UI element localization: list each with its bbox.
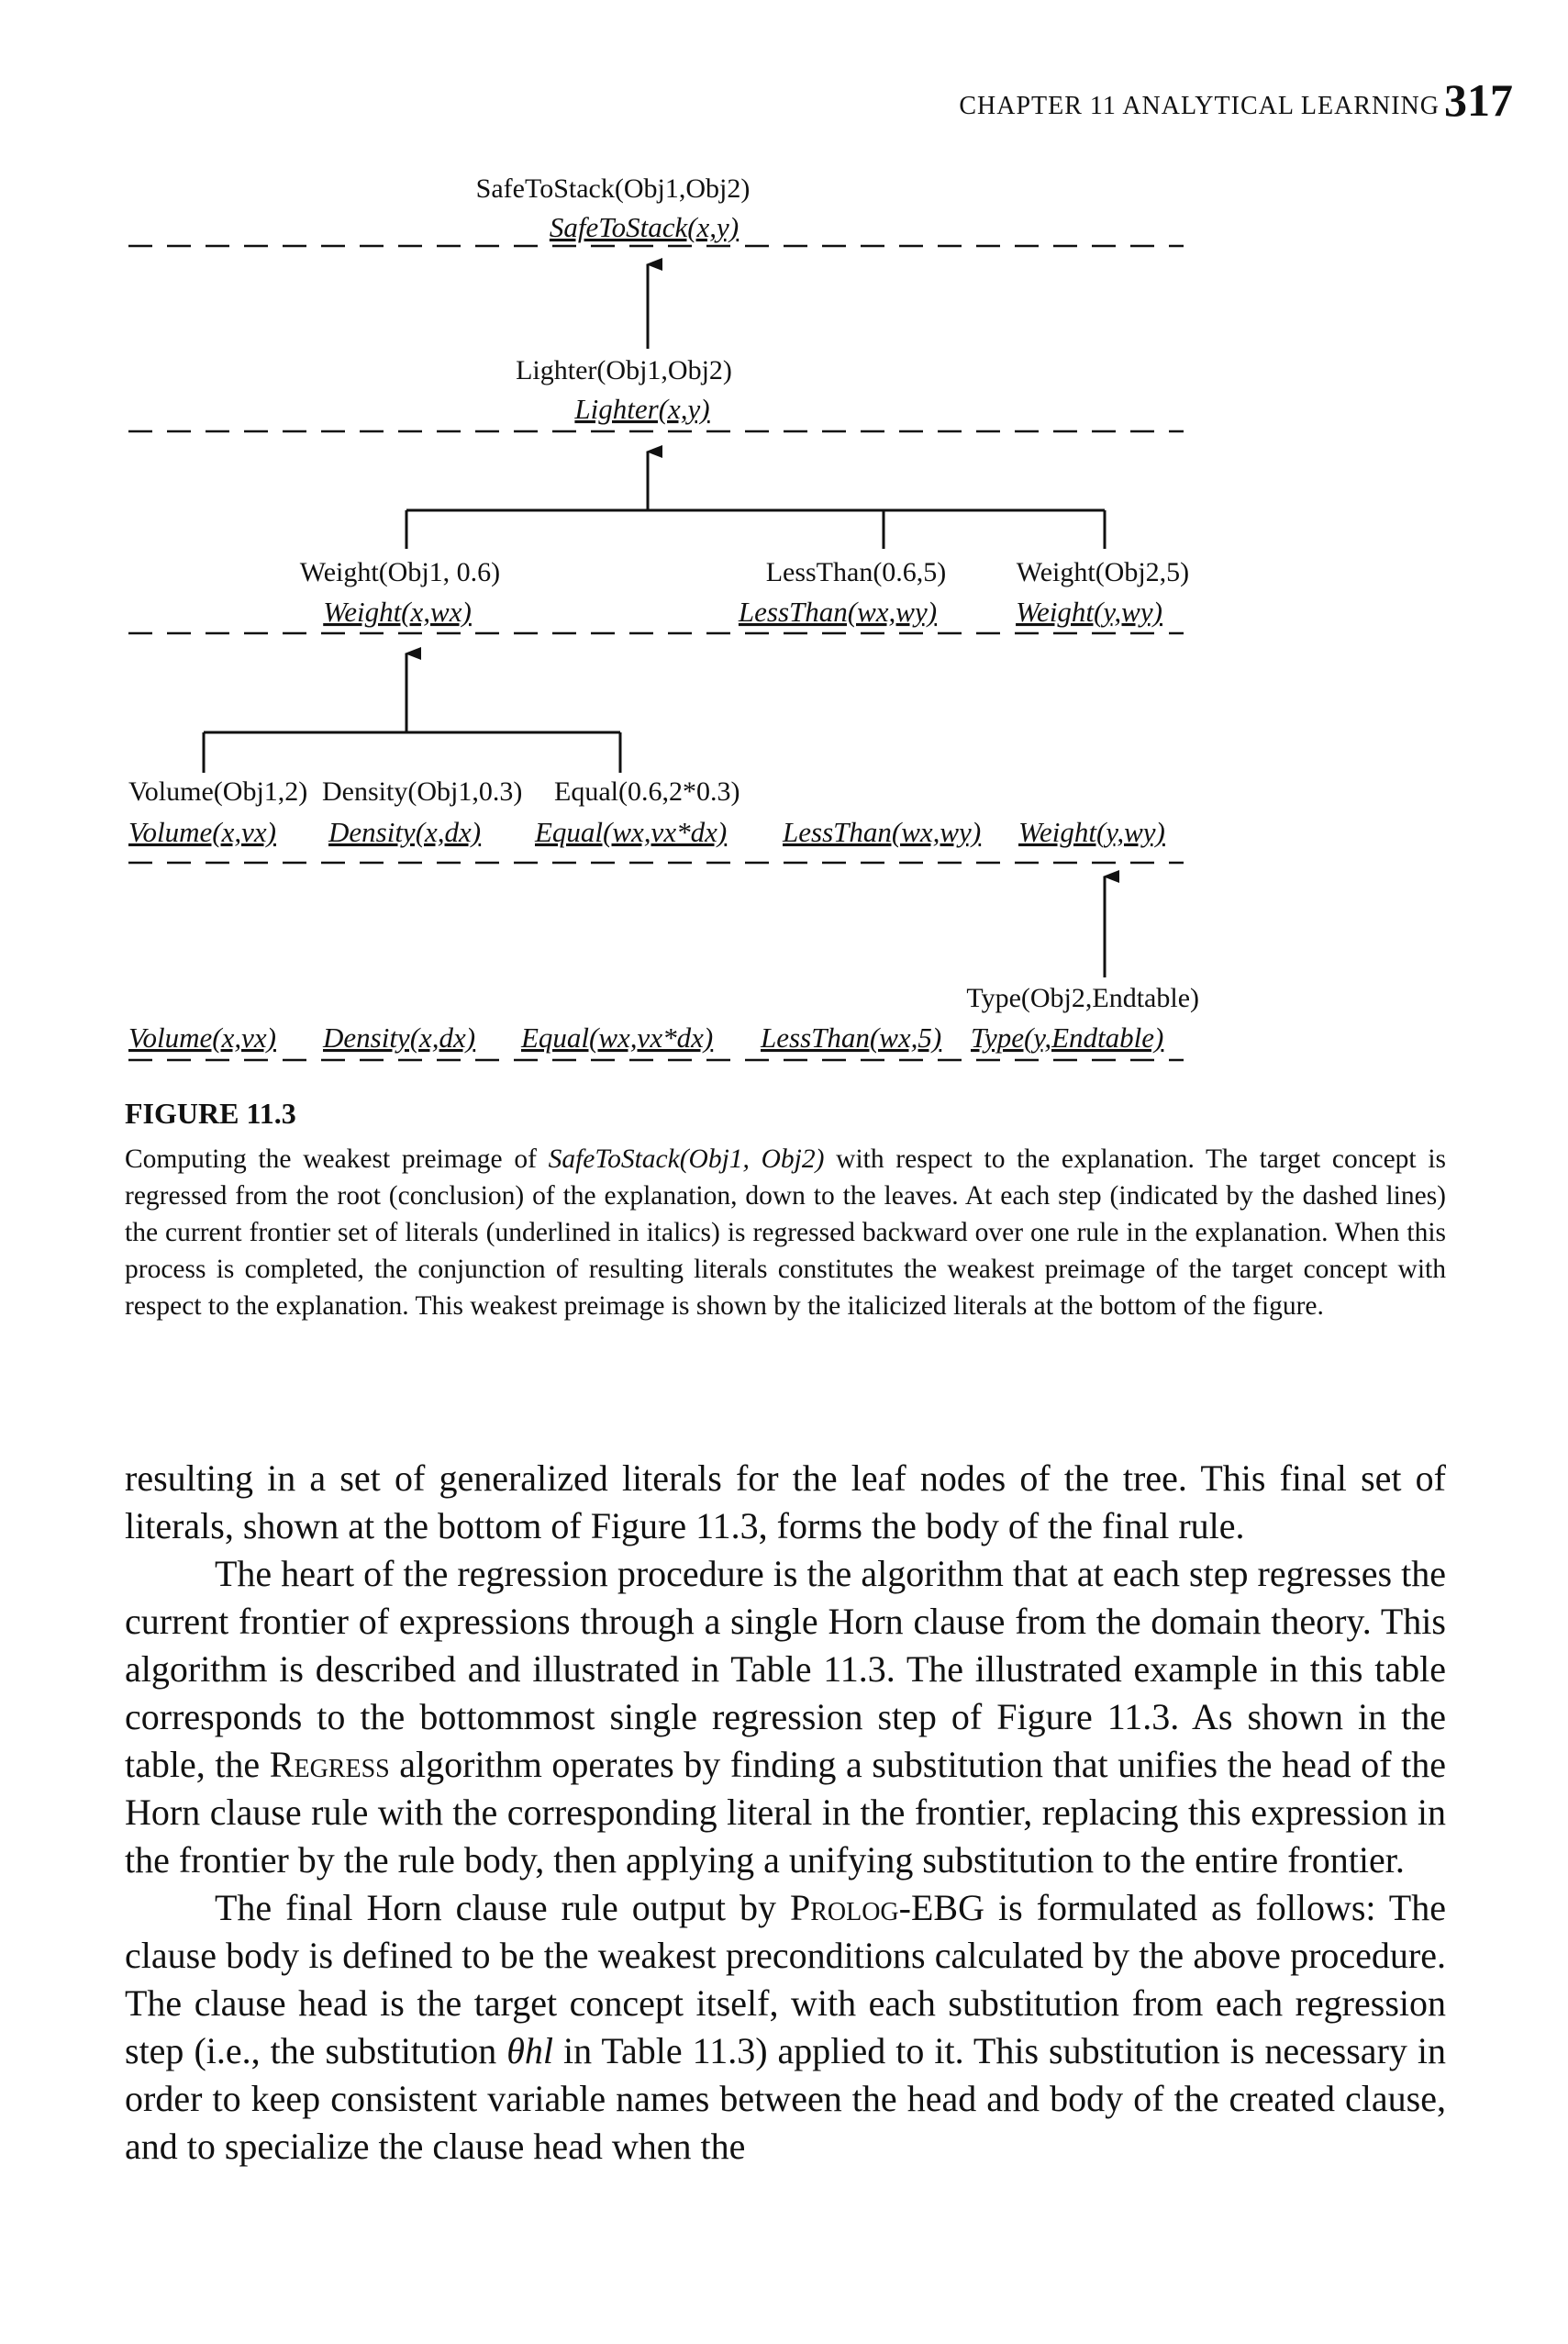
frontier-weight-y: Weight(y,wy) [1018, 816, 1165, 848]
ground-weight-obj2: Weight(Obj2,5) [1016, 557, 1190, 587]
caption-text-1: Computing the weakest preimage of [125, 1144, 549, 1174]
running-head: CHAPTER 11 ANALYTICAL LEARNING [959, 92, 1440, 120]
paragraph-2: The heart of the regression procedure is the algorithm that at each step regresses the current frontier of expressions through a single Horn clause from the domain theory. This algorithm is described and illustrated in Table 11.3. The illustrated example in this table corresponds to the bottommost single regression step of Figure 11.3. As shown in the table, the Regress algorithm operates by finding a substitution that unifies the head of the Horn clause rule with the corresponding literal in the frontier, replacing this expression in the frontier by the rule body, then applying a unifying substitution to the entire frontier. [125, 1553, 1446, 1881]
page-number: 317 [1444, 74, 1513, 126]
ground-lighter: Lighter(Obj1,Obj2) [516, 355, 732, 385]
frontier-safetostack: SafeToStack(x,y) [549, 211, 740, 243]
frontier-density: Density(x,dx) [328, 816, 482, 848]
caption-expr-name: SafeToStack [548, 1144, 680, 1174]
figure-label: FIGURE 11.3 [125, 1097, 296, 1130]
paragraph-1: resulting in a set of generalized literals for the leaf nodes of the tree. This final set of literals, shown at the bottom of Figure 11.3, forms the body of the final rule. [125, 1457, 1446, 1546]
ground-density: Density(Obj1,0.3) [322, 776, 523, 807]
figure-caption [125, 1141, 1446, 1324]
caption-text-2: with respect to the explanation. The target concept is regressed from the root (conclusion) of the explanation, down to the leaves. At each step (indicated by the dashed lines) the current frontier set of literals (underlined in italics) is regressed backward over one rule in the explanation. When this process is completed, the conjunction of resulting literals constitutes the weakest preimage of the target concept with respect to the explanation. This weakest preimage is shown by the italicized literals at the bottom of the figure. [125, 1144, 1446, 1321]
frontier-volume: Volume(x,vx) [128, 816, 276, 848]
leaf-volume: Volume(x,vx) [128, 1021, 276, 1054]
ground-type: Type(Obj2,Endtable) [966, 983, 1199, 1013]
caption-expr-args: (Obj1, Obj2) [679, 1144, 825, 1174]
frontier-lessthan: LessThan(wx,wy) [738, 596, 938, 628]
frontier-equal: Equal(wx,vx*dx) [535, 816, 728, 848]
leaf-type: Type(y,Endtable) [971, 1021, 1164, 1054]
paragraph-3: The final Horn clause rule output by Prolog-EBG is formulated as follows: The clause body is defined to be the weakest preconditions calculated by the above procedure. The clause head is the target concept itself, with each substitution from each regression step (i.e., the substitution θhl in Table 11.3) applied to it. This substitution is necessary in order to keep consistent variable names between the head and body of the created clause, and to specialize the clause head when the [125, 1887, 1447, 2167]
regress-algorithm-name: Regress [269, 1744, 390, 1785]
ground-equal: Equal(0.6,2*0.3) [554, 776, 740, 807]
frontier-lessthan: LessThan(wx,wy) [783, 816, 982, 848]
leaf-density: Density(x,dx) [323, 1021, 476, 1054]
leaf-lessthan: LessThan(wx,5) [761, 1021, 942, 1054]
theta-symbol: θhl [506, 2030, 553, 2071]
ground-weight-obj1: Weight(Obj1, 0.6) [299, 557, 501, 587]
body-text [125, 1455, 1446, 2171]
explanation-regression-figure [0, 0, 1568, 1083]
ground-lessthan: LessThan(0.6,5) [765, 557, 947, 587]
prolog-ebg-name: Prolog-EBG [789, 1887, 984, 1928]
frontier-weight-x: Weight(x,wx) [323, 596, 472, 628]
frontier-weight-y: Weight(y,wy) [1016, 596, 1162, 628]
leaf-equal: Equal(wx,vx*dx) [521, 1021, 714, 1054]
frontier-lighter: Lighter(x,y) [574, 393, 710, 425]
ground-volume: Volume(Obj1,2) [128, 776, 308, 807]
ground-safetostack: SafeToStack(Obj1,Obj2) [475, 173, 751, 204]
